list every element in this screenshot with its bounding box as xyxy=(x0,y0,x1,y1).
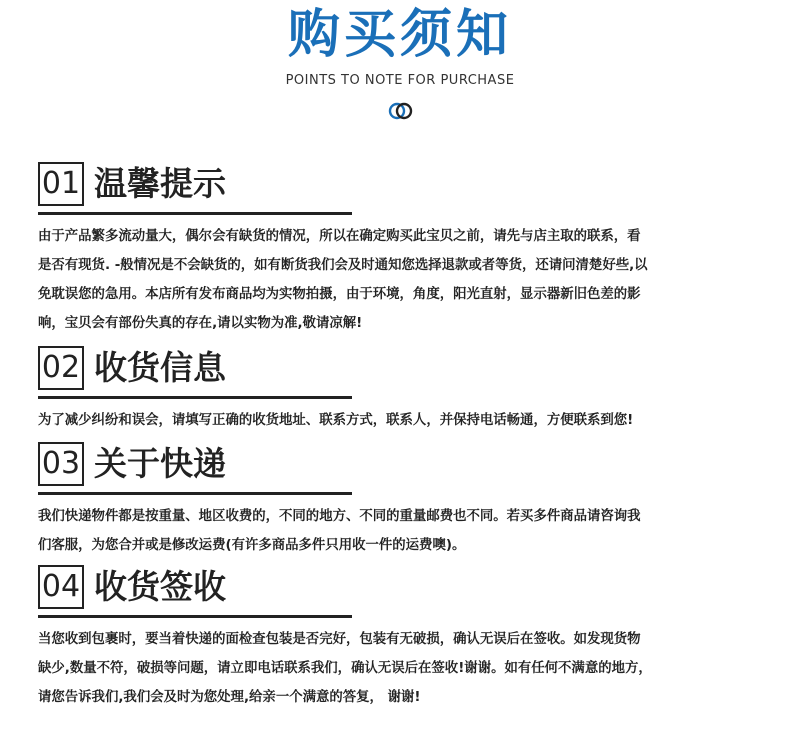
section-header xyxy=(38,346,768,404)
section-number: 04 xyxy=(38,565,84,609)
page-subtitle: POINTS TO NOTE FOR PURCHASE xyxy=(285,73,515,88)
section-number: 02 xyxy=(38,346,84,390)
body-line: 是否有现货. -般情况是不会缺货的，如有断货我们会及时通知您选择退款或者等货，还请问清楚好些,以 xyxy=(38,258,648,273)
page-title: 购买须知 xyxy=(287,5,512,65)
body-line: 请您告诉我们,我们会及时为您处理,给亲一个满意的答复， 谢谢! xyxy=(38,690,421,705)
section-header xyxy=(38,565,768,623)
section-title: 收货签收 xyxy=(94,567,226,606)
section-title: 关于快递 xyxy=(94,444,226,483)
rings-icon xyxy=(387,100,415,122)
section-number: 01 xyxy=(38,162,84,206)
section-divider xyxy=(38,492,352,495)
body-line: 们客服，为您合并或是修改运费(有许多商品多件只用收一件的运费噢)。 xyxy=(38,538,466,553)
section-body xyxy=(38,406,768,435)
section-divider xyxy=(38,212,352,215)
body-line: 响，宝贝会有部份失真的存在,请以实物为准,敬请凉解! xyxy=(38,316,363,331)
section-body xyxy=(38,625,768,712)
section-divider xyxy=(38,615,352,618)
page-header xyxy=(0,0,800,130)
body-line: 当您收到包裹时，要当着快递的面检查包装是否完好，包装有无破损，确认无误后在签收。如发现货物 xyxy=(38,632,641,647)
section-body xyxy=(38,222,768,338)
section-receipt xyxy=(38,565,768,712)
section-tips xyxy=(38,162,768,338)
section-divider xyxy=(38,396,352,399)
section-express xyxy=(38,442,768,560)
section-header xyxy=(38,442,768,500)
section-title: 收货信息 xyxy=(94,348,226,387)
body-line: 为了减少纠纷和误会，请填写正确的收货地址、联系方式，联系人，并保持电话畅通，方便联系到您! xyxy=(38,413,634,428)
section-number: 03 xyxy=(38,442,84,486)
body-line: 缺少,数量不符，破损等问题，请立即电话联系我们，确认无误后在签收!谢谢。如有任何不满意的地方， xyxy=(38,661,652,676)
section-body xyxy=(38,502,768,560)
body-line: 由于产品繁多流动量大，偶尔会有缺货的情况，所以在确定购买此宝贝之前，请先与店主取的联系，看 xyxy=(38,229,641,244)
section-header xyxy=(38,162,768,220)
section-delivery-info xyxy=(38,346,768,435)
body-line: 免耽误您的急用。本店所有发布商品均为实物拍摄，由于环境，角度，阳光直射，显示器新旧色差的影 xyxy=(38,287,641,302)
body-line: 我们快递物件都是按重量、地区收费的，不同的地方、不同的重量邮费也不同。若买多件商品请咨询我 xyxy=(38,509,641,524)
section-title: 温馨提示 xyxy=(94,164,226,203)
